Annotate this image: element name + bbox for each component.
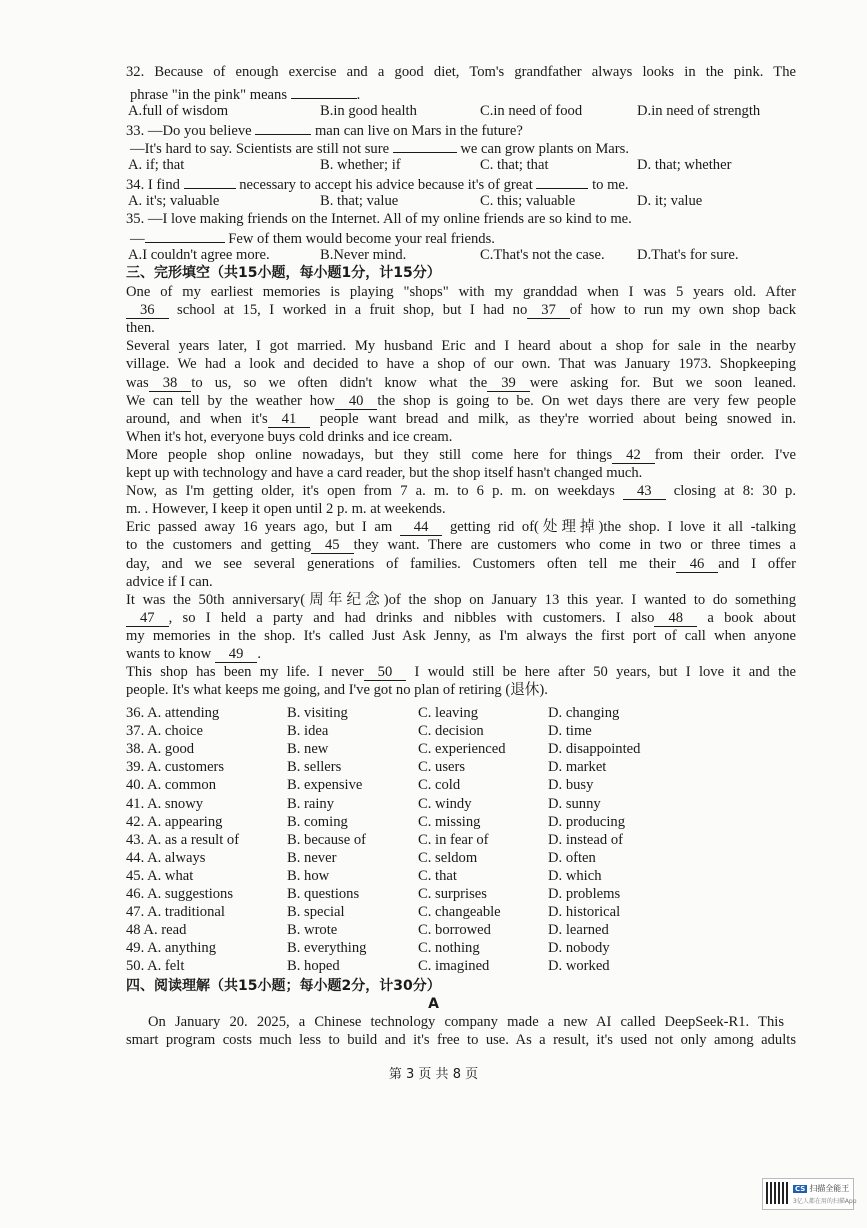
cloze-option-45-b: B. how — [287, 868, 330, 884]
cloze-option-37-c: C. decision — [418, 723, 484, 739]
cloze-option-43-a: 43. A. as a result of — [126, 832, 240, 848]
cloze-option-37-b: B. idea — [287, 723, 329, 739]
cloze-option-36-a: 36. A. attending — [126, 705, 220, 721]
answer-blank — [184, 174, 236, 189]
blank-number: 50 — [364, 665, 407, 681]
qr-code-icon — [766, 1182, 788, 1204]
cloze-option-49-b: B. everything — [287, 940, 367, 956]
passage-line — [126, 464, 796, 482]
q32-option-c: C.in need of food — [480, 103, 583, 119]
cloze-option-48-c: C. borrowed — [418, 922, 491, 938]
cloze-option-36-d: D. changing — [548, 705, 620, 721]
passage-text: , so I held a party and had drinks and nibbles with customers. I also — [168, 610, 655, 626]
passage-line — [126, 392, 796, 410]
blank-number: 39 — [487, 376, 530, 392]
blank-number: 45 — [311, 538, 354, 554]
cloze-option-46-c: C. surprises — [418, 886, 487, 902]
passage-line — [126, 536, 796, 554]
answer-blank — [145, 228, 225, 243]
passage-text: I would still be here after 50 years, but I love it and the — [406, 664, 796, 680]
cloze-option-42-d: D. producing — [548, 814, 626, 830]
q35-option-a: A.I couldn't agree more. — [128, 247, 270, 263]
passage-line — [126, 500, 796, 518]
passage-line — [126, 645, 796, 663]
passage-line — [126, 428, 796, 446]
passage-text: of how to run my own shop back — [569, 302, 796, 318]
reading-passage-line: On January 20. 2025, a Chinese technology company made a new AI called DeepSeek-R1. This — [148, 1014, 784, 1030]
cloze-option-47-b: B. special — [287, 904, 345, 920]
cloze-option-40-c: C. cold — [418, 777, 461, 793]
q33-option-d: D. that; whether — [637, 157, 732, 173]
blank-number: 49 — [215, 647, 258, 663]
cloze-option-43-d: D. instead of — [548, 832, 623, 848]
passage-text: day, and we see several generations of families. Customers often tell me their — [126, 556, 676, 572]
blank-number: 40 — [335, 394, 378, 410]
q35-option-b: B.Never mind. — [320, 247, 407, 263]
cloze-option-42-b: B. coming — [287, 814, 348, 830]
cloze-option-46-b: B. questions — [287, 886, 360, 902]
cloze-option-48-b: B. wrote — [287, 922, 338, 938]
cloze-option-39-a: 39. A. customers — [126, 759, 225, 775]
cloze-option-40-a: 40. A. common — [126, 777, 216, 793]
cloze-option-43-c: C. in fear of — [418, 832, 489, 848]
q32-stem: 32. Because of enough exercise and a good diet, Tom's grandfather always looks in the pink. The — [126, 64, 796, 80]
blank-number: 42 — [612, 448, 655, 464]
cloze-option-45-c: C. that — [418, 868, 457, 884]
answer-blank — [536, 174, 588, 189]
reading-passage-line: smart program costs much less to build and it's free to use. As a result, it's used not only among adults — [126, 1032, 796, 1048]
blank-number: 41 — [268, 412, 311, 428]
cloze-option-40-d: D. busy — [548, 777, 594, 793]
q32-option-a: A.full of wisdom — [128, 103, 229, 119]
q35-stem: 35. —I love making friends on the Internet. All of my online friends are so kind to me. — [126, 211, 632, 227]
cloze-option-48-d: D. learned — [548, 922, 609, 938]
passage-text: to the customers and getting — [126, 537, 311, 553]
blank-number: 36 — [126, 303, 169, 319]
cloze-option-41-c: C. windy — [418, 796, 472, 812]
passage-text: and I offer — [718, 556, 796, 572]
cloze-option-39-b: B. sellers — [287, 759, 342, 775]
passage-text: We can tell by the weather how — [126, 393, 335, 409]
cloze-option-41-a: 41. A. snowy — [126, 796, 204, 812]
scanner-watermark — [762, 1178, 857, 1210]
passage-line — [126, 591, 796, 609]
q33-option-c: C. that; that — [480, 157, 549, 173]
cloze-option-38-c: C. experienced — [418, 741, 506, 757]
cloze-option-47-d: D. historical — [548, 904, 621, 920]
passage-text: Several years later, I got married. My husband Eric and I heard about a shop for sale in the nearby — [126, 338, 796, 354]
blank-number: 43 — [623, 484, 666, 500]
passage-line — [126, 573, 796, 591]
q33-stem: 33. —Do you believe man can live on Mars in the future? — [126, 120, 523, 140]
cloze-option-47-a: 47. A. traditional — [126, 904, 225, 920]
answer-blank — [291, 84, 357, 99]
q34-option-c: C. this; valuable — [480, 193, 576, 209]
blank-number: 37 — [527, 303, 570, 319]
passage-text: around, and when it's — [126, 411, 268, 427]
cloze-option-45-d: D. which — [548, 868, 602, 884]
passage-line — [126, 518, 796, 536]
blank-number: 48 — [654, 611, 697, 627]
cloze-option-38-b: B. new — [287, 741, 329, 757]
passage-line — [126, 446, 796, 464]
passage-line — [126, 337, 796, 355]
cloze-option-50-c: C. imagined — [418, 958, 490, 974]
cloze-option-36-c: C. leaving — [418, 705, 478, 721]
q35-option-c: C.That's not the case. — [480, 247, 605, 263]
passage-text: Eric passed away 16 years ago, but I am — [126, 519, 400, 535]
cloze-option-43-b: B. because of — [287, 832, 367, 848]
passage-line — [126, 374, 796, 392]
passage-text: getting rid of(处理掉)the shop. I love it all -talking — [442, 519, 796, 535]
q32-option-b: B.in good health — [320, 103, 417, 119]
passage-text: One of my earliest memories is playing "shops" with my granddad when I was 5 years old. After — [126, 284, 796, 300]
passage-text: More people shop online nowadays, but they still come here for things — [126, 447, 613, 463]
cloze-option-42-c: C. missing — [418, 814, 481, 830]
page-number: 第 3 页 共 8 页 — [388, 1067, 479, 1082]
cloze-option-42-a: 42. A. appearing — [126, 814, 223, 830]
cloze-option-46-a: 46. A. suggestions — [126, 886, 234, 902]
cloze-option-49-c: C. nothing — [418, 940, 480, 956]
cloze-option-41-b: B. rainy — [287, 796, 335, 812]
passage-text: advice if I can. — [126, 574, 213, 590]
cloze-option-47-c: C. changeable — [418, 904, 501, 920]
blank-number: 38 — [149, 376, 192, 392]
watermark-brand: CS 扫描全能王 — [795, 1184, 850, 1193]
passage-line — [126, 627, 796, 645]
cloze-option-50-d: D. worked — [548, 958, 610, 974]
cloze-option-40-b: B. expensive — [287, 777, 363, 793]
passage-text: from their order. I've — [654, 447, 796, 463]
passage-text: It was the 50th anniversary(周年纪念)of the shop on January 13 this year. I wanted to do something — [126, 592, 796, 608]
blank-number: 44 — [400, 520, 443, 536]
passage-text: to us, so we often didn't know what the — [191, 375, 488, 391]
passage-line — [126, 301, 796, 319]
cloze-option-39-c: C. users — [418, 759, 466, 775]
cloze-option-50-b: B. hoped — [287, 958, 340, 974]
passage-text: school at 15, I worked in a fruit shop, but I had no — [168, 302, 528, 318]
cloze-option-44-b: B. never — [287, 850, 337, 866]
cloze-option-38-d: D. disappointed — [548, 741, 641, 757]
passage-text: m. . However, I keep it open until 2 p. m. at weekends. — [126, 501, 446, 517]
q32-option-d: D.in need of strength — [637, 103, 761, 119]
passage-text: was — [126, 375, 149, 391]
blank-number: 47 — [126, 611, 169, 627]
passage-text: wants to know — [126, 646, 215, 662]
answer-blank — [393, 138, 457, 153]
passage-text: a book about — [697, 610, 796, 626]
passage-text: people want bread and milk, as they're worried about being snowed in. — [310, 411, 796, 427]
cloze-option-37-d: D. time — [548, 723, 592, 739]
q34-option-a: A. it's; valuable — [128, 193, 220, 209]
passage-line — [126, 410, 796, 428]
section4-heading: 四、阅读理解（共15小题；每小题2分，计30分） — [126, 978, 441, 994]
passage-line — [126, 609, 796, 627]
section3-heading: 三、完形填空（共15小题，每小题1分，计15分） — [126, 265, 441, 281]
cloze-option-36-b: B. visiting — [287, 705, 348, 721]
passage-label: A — [428, 996, 439, 1012]
passage-text: . — [257, 646, 262, 662]
q33-stem-cont: —It's hard to say. Scientists are still not sure we can grow plants on Mars. — [130, 138, 629, 158]
passage-line — [126, 663, 796, 681]
cloze-option-41-d: D. sunny — [548, 796, 601, 812]
cloze-option-45-a: 45. A. what — [126, 868, 194, 884]
cloze-option-44-c: C. seldom — [418, 850, 478, 866]
q33-option-b: B. whether; if — [320, 157, 401, 173]
answer-blank — [255, 120, 311, 135]
passage-text: then. — [126, 320, 155, 336]
passage-line — [126, 555, 796, 573]
cloze-option-38-a: 38. A. good — [126, 741, 195, 757]
q34-option-b: B. that; value — [320, 193, 399, 209]
cloze-option-49-a: 49. A. anything — [126, 940, 216, 956]
passage-text: my memories in the shop. It's called Just Ask Jenny, as I'm always the first port of call when anyone — [126, 628, 796, 644]
passage-line — [126, 319, 796, 337]
q34-stem: 34. I find necessary to accept his advice because it's of great to me. — [126, 174, 629, 194]
blank-number: 46 — [676, 557, 719, 573]
passage-text: When it's hot, everyone buys cold drinks and ice cream. — [126, 429, 453, 445]
passage-text: Now, as I'm getting older, it's open from 7 a. m. to 6 p. m. on weekdays — [126, 483, 623, 499]
passage-text: the shop is going to be. On wet days there are very few people — [377, 393, 796, 409]
cloze-option-49-d: D. nobody — [548, 940, 610, 956]
passage-line — [126, 482, 796, 500]
passage-text: were asking for. But we soon leaned. — [529, 375, 796, 391]
cloze-option-48-a: 48 A. read — [126, 922, 187, 938]
cloze-option-37-a: 37. A. choice — [126, 723, 204, 739]
cloze-option-44-a: 44. A. always — [126, 850, 206, 866]
q34-option-d: D. it; value — [637, 193, 703, 209]
q35-option-d: D.That's for sure. — [637, 247, 739, 263]
cloze-option-44-d: D. often — [548, 850, 596, 866]
q33-option-a: A. if; that — [128, 157, 185, 173]
passage-line — [126, 355, 796, 373]
passage-text: village. We had a look and decided to have a shop of our own. That was January 1973. Shopkeeping — [126, 356, 796, 372]
passage-line — [126, 681, 796, 699]
passage-line — [126, 283, 796, 301]
cloze-option-39-d: D. market — [548, 759, 607, 775]
passage-text: kept up with technology and have a card reader, but the shop itself hasn't changed much. — [126, 465, 643, 481]
passage-text: closing at 8: 30 p. — [665, 483, 797, 499]
passage-text: people. It's what keeps me going, and I've got no plan of retiring (退休). — [126, 682, 548, 698]
q32-stem-cont: phrase "in the pink" means . — [130, 84, 360, 104]
passage-text: they want. There are customers who come in two or three times a — [353, 537, 796, 553]
q35-stem-cont: — Few of them would become your real friends. — [130, 228, 495, 248]
passage-text: This shop has been my life. I never — [126, 664, 364, 680]
cloze-option-46-d: D. problems — [548, 886, 621, 902]
cloze-option-50-a: 50. A. felt — [126, 958, 185, 974]
watermark-sub: 3亿人都在用的扫描App — [793, 1198, 857, 1205]
